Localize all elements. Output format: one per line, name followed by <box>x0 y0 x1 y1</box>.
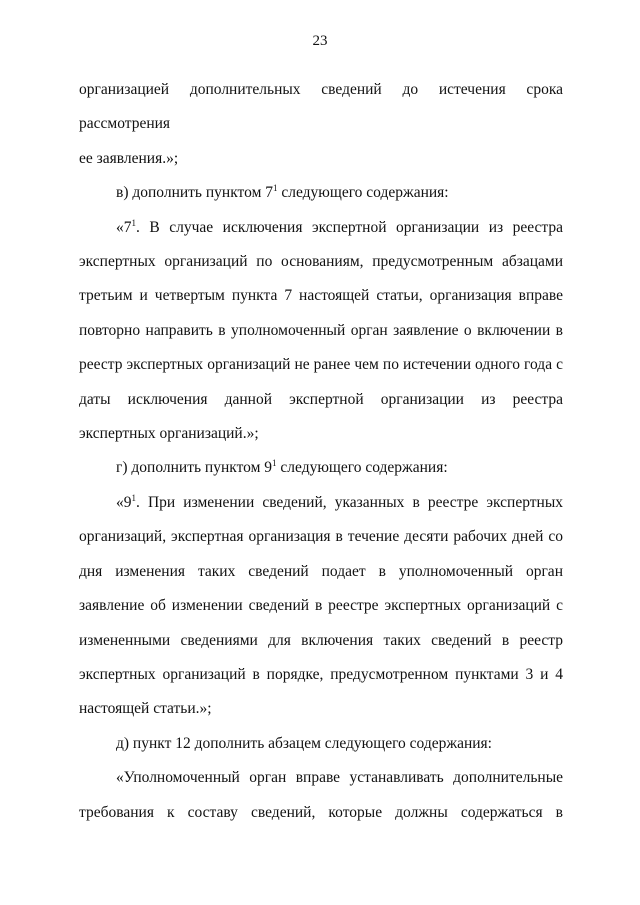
amendment-g-tail: следующего содержания: <box>276 459 448 477</box>
clause-9-1-text: . При изменении сведений, указанных в реестре экспертных организаций, экспертная организация в течение десяти рабочих дней со дня изменения таких сведений подает в уполномоченный орган заявление об изменении сведений в реестре экспертных организаций с измененными сведениями для включения таких сведений в реестр экспертных организаций в порядке, предусмотренном пунктами 3 и 4 настоящей статьи.»; <box>79 493 563 718</box>
paragraph-amendment-g <box>79 451 563 485</box>
paragraph-continuation-line: организацией дополнительных сведений до истечения срока рассмотрения <box>79 81 563 133</box>
amendment-v-tail: следующего содержания: <box>277 184 449 202</box>
amendment-v-superscript: 1 <box>273 183 278 194</box>
paragraph-clause-7-1 <box>79 211 563 452</box>
clause-7-1-text: . В случае исключения экспертной организации из реестра экспертных организаций по основаниям, предусмотренным абзацами третьим и четвертым пункта 7 настоящей статьи, организация вправе повторно направить в уполномоченный орган заявление о включении в реестр экспертных организаций не ранее чем по истечении одного года с даты исключения данной экспертной организации из реестра экспертных организаций.»; <box>79 218 563 443</box>
amendment-g-superscript: 1 <box>272 458 277 469</box>
page-number: 23 <box>312 33 328 49</box>
amendment-v-text: в) дополнить пунктом 7 <box>116 184 273 202</box>
paragraph-continuation-end: ее заявления.»; <box>79 149 179 167</box>
clause-7-1-open: «7 <box>116 218 132 236</box>
paragraph-amendment-d: д) пункт 12 дополнить абзацем следующего содержания: <box>116 734 492 752</box>
paragraph-clause-12-addition: «Уполномоченный орган вправе устанавливать дополнительные требования к составу сведений, которые должны содержаться в <box>79 769 563 821</box>
clause-9-1-open: «9 <box>116 493 132 511</box>
clause-7-1-superscript: 1 <box>131 217 136 228</box>
paragraph-amendment-v <box>79 176 563 210</box>
paragraph-clause-9-1 <box>79 486 563 727</box>
amendment-g-text: г) дополнить пунктом 9 <box>116 459 273 477</box>
clause-9-1-superscript: 1 <box>131 492 136 503</box>
document-body <box>79 73 563 830</box>
